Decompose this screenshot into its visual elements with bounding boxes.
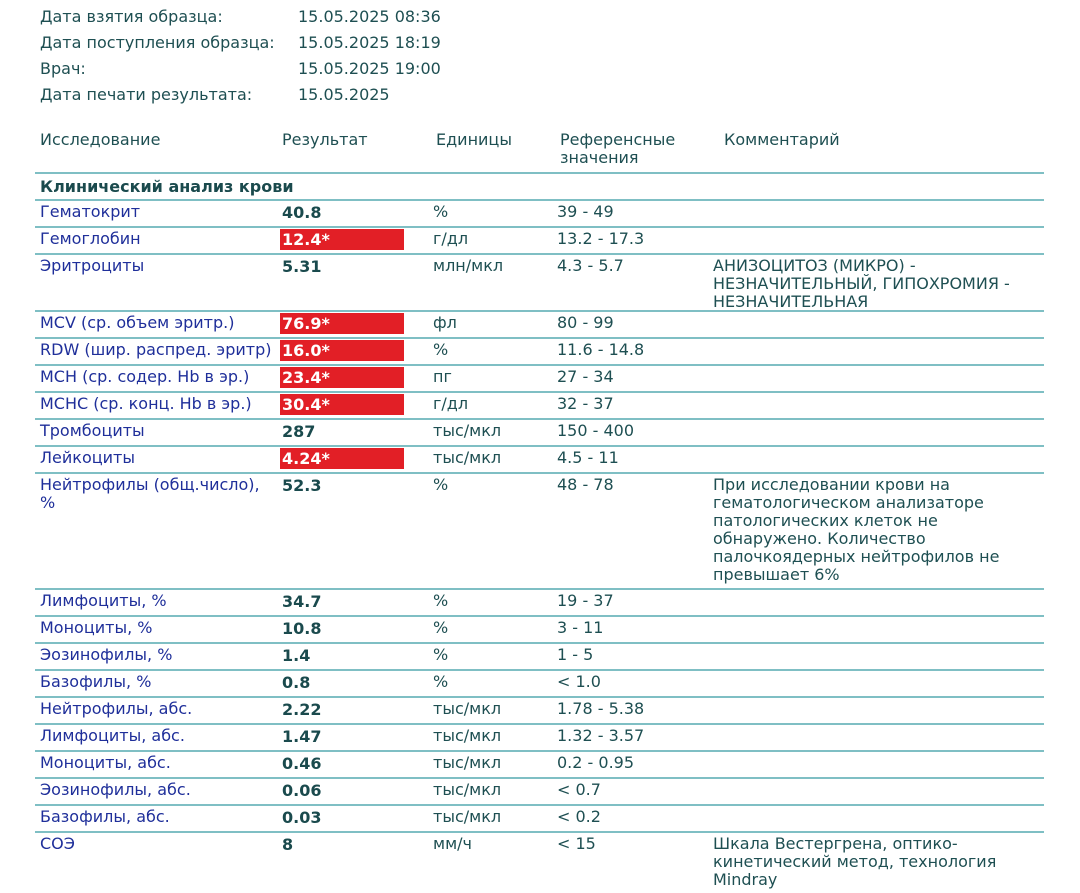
result-value: 0.8 xyxy=(282,673,311,692)
table-row xyxy=(35,474,1044,588)
comment xyxy=(713,366,1038,368)
comment xyxy=(713,447,1038,449)
result-value-abnormal: 16.0* xyxy=(280,340,404,361)
result-value: 10.8 xyxy=(282,619,322,638)
meta-value: 15.05.2025 08:36 xyxy=(298,7,441,26)
result-value: 40.8 xyxy=(282,203,322,222)
units: фл xyxy=(433,313,457,332)
test-name: Лимфоциты, % xyxy=(40,591,167,610)
test-name: Тромбоциты xyxy=(40,421,145,440)
meta-row xyxy=(40,4,441,30)
column-header-reference-line2: значения xyxy=(560,148,639,167)
table-row xyxy=(35,644,1044,669)
test-name: Базофилы, % xyxy=(40,672,152,691)
units: тыс/мкл xyxy=(433,726,502,745)
sample-info xyxy=(40,4,441,108)
table-header xyxy=(40,129,1044,173)
table-row xyxy=(35,420,1044,445)
result-value-abnormal: 30.4* xyxy=(280,394,404,415)
table-row xyxy=(35,228,1044,253)
units: % xyxy=(433,340,449,359)
result-value: 8 xyxy=(282,835,294,854)
comment xyxy=(713,420,1038,422)
meta-label: Дата печати результата: xyxy=(40,85,253,104)
meta-row xyxy=(40,82,441,108)
test-name: Эритроциты xyxy=(40,256,145,275)
column-header-test: Исследование xyxy=(40,130,161,149)
reference-range: 0.2 - 0.95 xyxy=(557,753,635,772)
reference-range: 11.6 - 14.8 xyxy=(557,340,645,359)
reference-range: < 0.2 xyxy=(557,807,601,826)
result-value-abnormal: 12.4* xyxy=(280,229,404,250)
result-value-abnormal: 4.24* xyxy=(280,448,404,469)
reference-range: 3 - 11 xyxy=(557,618,604,637)
table-row xyxy=(35,339,1044,364)
reference-range: 1.32 - 3.57 xyxy=(557,726,645,745)
units: млн/мкл xyxy=(433,256,504,275)
table-row xyxy=(35,366,1044,391)
result-value: 0.46 xyxy=(282,754,322,773)
results-table xyxy=(35,172,1044,893)
table-row xyxy=(35,590,1044,615)
comment xyxy=(713,698,1038,700)
comment xyxy=(713,312,1038,314)
reference-range: 1.78 - 5.38 xyxy=(557,699,645,718)
test-name: Гемоглобин xyxy=(40,229,141,248)
section-title: Клинический анализ крови xyxy=(40,177,294,196)
table-body xyxy=(35,201,1044,893)
meta-row xyxy=(40,30,441,56)
result-value-abnormal: 23.4* xyxy=(280,367,404,388)
comment: Шкала Вестергрена, оптико-кинетический метод, технология Mindray xyxy=(713,834,997,889)
units: пг xyxy=(433,367,452,386)
reference-range: 4.5 - 11 xyxy=(557,448,619,467)
test-name: Эозинофилы, % xyxy=(40,645,173,664)
reference-range: < 1.0 xyxy=(557,672,601,691)
column-header-reference xyxy=(560,131,675,167)
reference-range: 32 - 37 xyxy=(557,394,614,413)
column-header-result: Результат xyxy=(282,130,368,149)
column-header-units: Единицы xyxy=(436,130,512,149)
units: % xyxy=(433,475,449,494)
test-name: Моноциты, абс. xyxy=(40,753,171,772)
units: г/дл xyxy=(433,394,469,413)
reference-range: < 0.7 xyxy=(557,780,601,799)
comment xyxy=(713,779,1038,781)
test-name: Лимфоциты, абс. xyxy=(40,726,185,745)
result-value: 52.3 xyxy=(282,476,322,495)
comment xyxy=(713,393,1038,395)
units: г/дл xyxy=(433,229,469,248)
table-row xyxy=(35,779,1044,804)
units: % xyxy=(433,672,449,691)
result-value: 2.22 xyxy=(282,700,322,719)
test-name: СОЭ xyxy=(40,834,75,853)
comment xyxy=(713,725,1038,727)
test-name: Нейтрофилы (общ.число), % xyxy=(40,475,260,512)
meta-value: 15.05.2025 18:19 xyxy=(298,33,441,52)
test-name: Эозинофилы, абс. xyxy=(40,780,191,799)
test-name: Нейтрофилы, абс. xyxy=(40,699,193,718)
meta-value: 15.05.2025 xyxy=(298,85,390,104)
result-value-abnormal: 76.9* xyxy=(280,313,404,334)
units: тыс/мкл xyxy=(433,807,502,826)
comment xyxy=(713,590,1038,592)
meta-label: Врач: xyxy=(40,59,86,78)
reference-range: 27 - 34 xyxy=(557,367,614,386)
table-row xyxy=(35,447,1044,472)
reference-range: 4.3 - 5.7 xyxy=(557,256,624,275)
comment xyxy=(713,228,1038,230)
units: тыс/мкл xyxy=(433,780,502,799)
reference-range: 80 - 99 xyxy=(557,313,614,332)
units: тыс/мкл xyxy=(433,699,502,718)
comment xyxy=(713,752,1038,754)
units: тыс/мкл xyxy=(433,753,502,772)
reference-range: 1 - 5 xyxy=(557,645,594,664)
reference-range: 39 - 49 xyxy=(557,202,614,221)
test-name: MCV (ср. объем эритр.) xyxy=(40,313,235,332)
test-name: Гематокрит xyxy=(40,202,141,221)
units: % xyxy=(433,645,449,664)
comment xyxy=(713,671,1038,673)
units: тыс/мкл xyxy=(433,448,502,467)
comment: АНИЗОЦИТОЗ (МИКРО) - НЕЗНАЧИТЕЛЬНЫЙ, ГИПОХРОМИЯ - НЕЗНАЧИТЕЛЬНАЯ xyxy=(713,256,1010,311)
comment xyxy=(713,201,1038,203)
meta-label: Дата взятия образца: xyxy=(40,7,223,26)
comment xyxy=(713,339,1038,341)
test-name: Лейкоциты xyxy=(40,448,135,467)
reference-range: 150 - 400 xyxy=(557,421,635,440)
units: % xyxy=(433,591,449,610)
units: % xyxy=(433,202,449,221)
comment xyxy=(713,806,1038,808)
reference-range: 13.2 - 17.3 xyxy=(557,229,645,248)
column-header-reference-line1: Референсные xyxy=(560,130,676,149)
comment: При исследовании крови на гематологическом анализаторе патологических клеток не обнаружено. Количество палочкоядерных нейтрофилов не превышает 6% xyxy=(713,475,1000,584)
result-value: 0.03 xyxy=(282,808,322,827)
table-row xyxy=(35,617,1044,642)
result-value: 34.7 xyxy=(282,592,322,611)
table-row xyxy=(35,201,1044,226)
meta-label: Дата поступления образца: xyxy=(40,33,275,52)
meta-value: 15.05.2025 19:00 xyxy=(298,59,441,78)
table-row xyxy=(35,255,1044,310)
test-name: Базофилы, абс. xyxy=(40,807,170,826)
table-row xyxy=(35,752,1044,777)
column-header-comment: Комментарий xyxy=(724,130,840,149)
test-name: MCHC (ср. конц. Hb в эр.) xyxy=(40,394,252,413)
table-row xyxy=(35,725,1044,750)
reference-range: 48 - 78 xyxy=(557,475,614,494)
test-name: MCH (ср. содер. Hb в эр.) xyxy=(40,367,250,386)
reference-range: 19 - 37 xyxy=(557,591,614,610)
table-row xyxy=(35,312,1044,337)
result-value: 1.4 xyxy=(282,646,311,665)
comment xyxy=(713,617,1038,619)
table-row xyxy=(35,833,1044,893)
test-name: Моноциты, % xyxy=(40,618,153,637)
result-value: 1.47 xyxy=(282,727,322,746)
units: мм/ч xyxy=(433,834,472,853)
comment xyxy=(713,644,1038,646)
table-row xyxy=(35,806,1044,831)
test-name: RDW (шир. распред. эритр) xyxy=(40,340,272,359)
units: тыс/мкл xyxy=(433,421,502,440)
table-row xyxy=(35,671,1044,696)
reference-range: < 15 xyxy=(557,834,596,853)
meta-row xyxy=(40,56,441,82)
table-row xyxy=(35,393,1044,418)
result-value: 0.06 xyxy=(282,781,322,800)
units: % xyxy=(433,618,449,637)
result-value: 5.31 xyxy=(282,257,322,276)
table-row xyxy=(35,698,1044,723)
result-value: 287 xyxy=(282,422,316,441)
